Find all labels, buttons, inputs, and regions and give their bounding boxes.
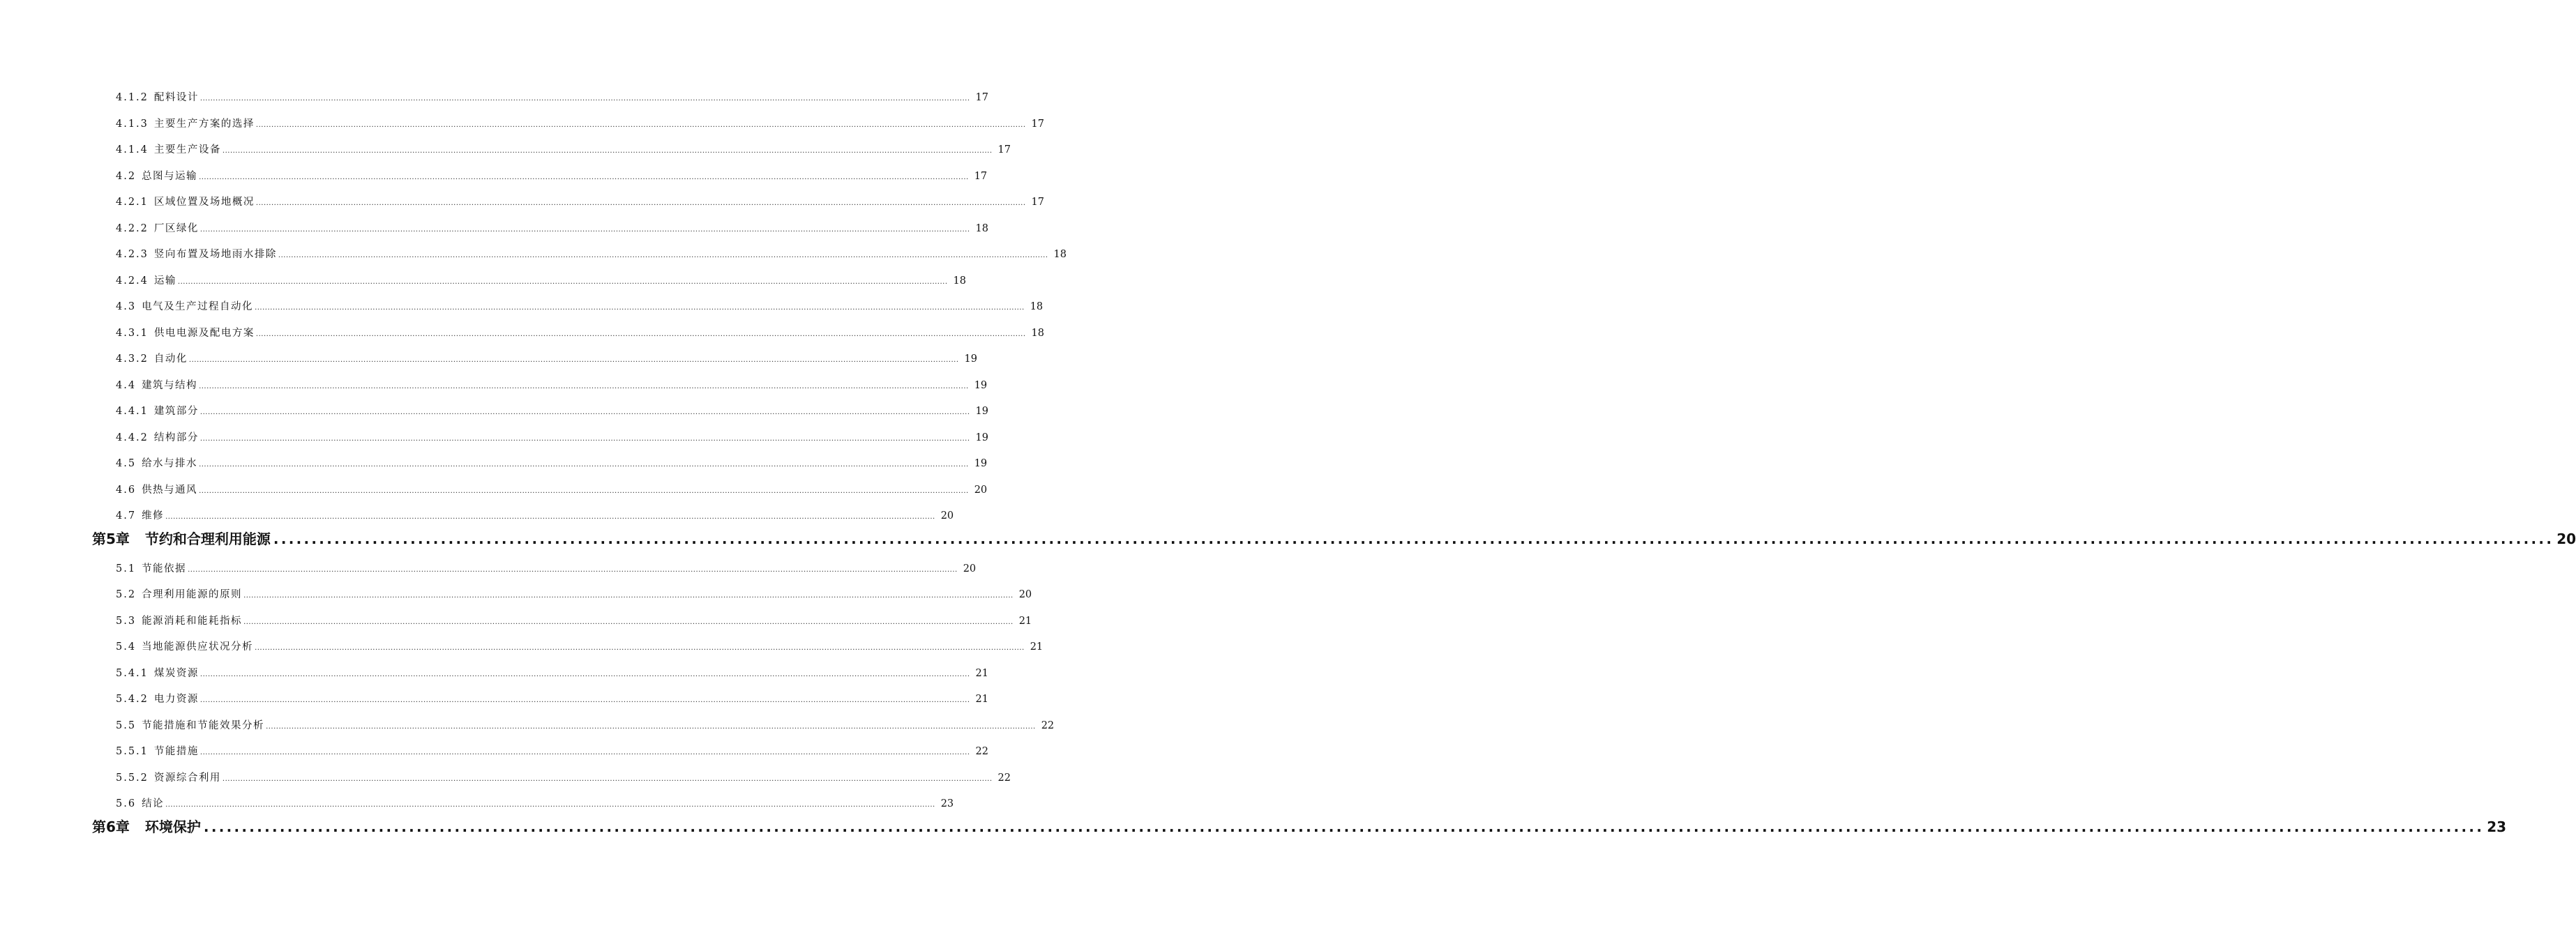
toc-entry-page: 21	[975, 694, 988, 705]
toc-entry[interactable]	[116, 508, 954, 524]
toc-entry-title: 节能措施	[153, 746, 199, 757]
toc-chapter-number: 第6章	[92, 818, 130, 835]
toc-chapter-number: 第5章	[92, 531, 130, 547]
toc-entry[interactable]	[116, 692, 988, 707]
toc-entry-number: 5.5	[116, 720, 137, 731]
dot-leader: ............................................................................................................................................................................................................................................................................................................	[243, 592, 1014, 600]
dot-leader: ............................................................................................................................................................................................................................................................................................................	[199, 226, 970, 234]
toc-entry-title: 厂区绿化	[153, 223, 199, 234]
toc-entry-page: 17	[997, 144, 1011, 155]
dot-leader: ............................................................................................................................................................................................................................................................................................................	[199, 409, 970, 416]
toc-entry-page: 17	[975, 92, 988, 103]
toc-entry-page: 18	[1031, 328, 1044, 339]
toc-entry[interactable]	[116, 326, 1044, 341]
dot-leader: ............................................................................................................................................................................................................................................................................................................	[255, 304, 1025, 312]
toc-entry-page: 22	[975, 746, 988, 757]
toc-entry-title: 区域位置及场地概况	[153, 197, 255, 208]
toc-entry[interactable]	[116, 666, 988, 681]
toc-entry-page: 21	[975, 668, 988, 679]
toc-entry-page: 20	[963, 563, 977, 574]
dot-leader: ............................................................................................................................................................................................................................................................................................................	[273, 531, 2554, 547]
dot-leader: ............................................................................................................................................................................................................................................................................................................	[222, 775, 993, 783]
toc-entry-title: 电气及生产过程自动化	[142, 301, 254, 312]
toc-entry-title: 给水与排水	[142, 458, 198, 469]
dot-leader: ............................................................................................................................................................................................................................................................................................................	[199, 696, 970, 704]
dot-leader: ............................................................................................................................................................................................................................................................................................................	[222, 147, 993, 155]
toc-entry-number: 4.2.1	[116, 197, 149, 208]
toc-entry[interactable]	[116, 299, 1044, 314]
toc-entry[interactable]	[116, 90, 988, 105]
toc-chapter-title: 环境保护	[144, 818, 201, 835]
dot-leader: ............................................................................................................................................................................................................................................................................................................	[199, 461, 969, 468]
toc-chapter-page: 23	[2487, 818, 2507, 835]
dot-leader: ............................................................................................................................................................................................................................................................................................................	[243, 618, 1014, 626]
toc-entry-number: 5.3	[116, 616, 137, 627]
toc-entry[interactable]	[116, 247, 1067, 262]
toc-entry-title: 电力资源	[153, 694, 199, 705]
toc-entry-page: 17	[1031, 197, 1044, 208]
toc-entry-page: 20	[1018, 589, 1032, 600]
toc-entry-title: 竖向布置及场地雨水排除	[153, 249, 277, 260]
toc-entry-page: 19	[964, 353, 977, 365]
toc-entry-number: 5.4.2	[116, 694, 149, 705]
toc-chapter-page: 20	[2556, 531, 2576, 547]
dot-leader: ............................................................................................................................................................................................................................................................................................................	[199, 487, 969, 495]
toc-entry-title: 节能措施和节能效果分析	[142, 720, 265, 731]
toc-entry[interactable]	[116, 169, 988, 184]
dot-leader: ............................................................................................................................................................................................................................................................................................................	[266, 723, 1036, 731]
toc-entry-title: 煤炭资源	[153, 668, 199, 679]
toc-entry-title: 能源消耗和能耗指标	[142, 616, 243, 627]
toc-entry[interactable]	[116, 221, 988, 236]
toc-entry[interactable]	[116, 116, 1044, 132]
toc-entry-number: 4.2.4	[116, 275, 149, 287]
dot-leader: ............................................................................................................................................................................................................................................................................................................	[165, 801, 935, 809]
toc-entry-title: 建筑与结构	[142, 380, 198, 391]
dot-leader: ............................................................................................................................................................................................................................................................................................................	[199, 435, 970, 443]
toc-entry-title: 自动化	[153, 353, 188, 365]
dot-leader: ............................................................................................................................................................................................................................................................................................................	[199, 174, 969, 181]
toc-entry-title: 主要生产方案的选择	[153, 119, 255, 130]
toc-entry-number: 4.2.2	[116, 223, 149, 234]
toc-entry-title: 供热与通风	[142, 485, 198, 496]
toc-entry[interactable]	[116, 587, 1032, 602]
toc-entry-number: 4.2	[116, 171, 137, 182]
dot-leader: ............................................................................................................................................................................................................................................................................................................	[199, 95, 970, 102]
dot-leader: ............................................................................................................................................................................................................................................................................................................	[188, 356, 959, 364]
toc-entry-number: 4.2.3	[116, 249, 149, 260]
toc-entry-number: 5.2	[116, 589, 137, 600]
toc-entry[interactable]	[116, 404, 988, 419]
toc-entry[interactable]	[116, 456, 988, 471]
toc-entry-number: 4.4	[116, 380, 137, 391]
toc-entry-number: 4.5	[116, 458, 137, 469]
toc-entry-number: 5.1	[116, 563, 137, 574]
dot-leader: ............................................................................................................................................................................................................................................................................................................	[177, 278, 948, 286]
toc-entry-title: 当地能源供应状况分析	[142, 641, 254, 653]
toc-entry-page: 21	[1030, 641, 1044, 653]
toc-entry-page: 20	[940, 510, 954, 521]
toc-chapter-title: 节约和合理利用能源	[144, 531, 271, 547]
toc-entry-page: 23	[940, 798, 954, 809]
dot-leader: ............................................................................................................................................................................................................................................................................................................	[199, 749, 970, 756]
toc-entry-number: 4.1.3	[116, 119, 149, 130]
toc-entry-title: 总图与运输	[142, 171, 198, 182]
toc-entry[interactable]	[116, 718, 1055, 733]
toc-entry[interactable]	[116, 614, 1032, 629]
toc-entry[interactable]	[116, 639, 1044, 655]
toc-entry-number: 4.4.2	[116, 432, 149, 443]
dot-leader: ............................................................................................................................................................................................................................................................................................................	[188, 566, 958, 574]
toc-entry[interactable]	[116, 796, 954, 812]
toc-entry[interactable]	[116, 195, 1044, 210]
toc-entry-number: 4.6	[116, 485, 137, 496]
toc-entry-title: 供电电源及配电方案	[153, 328, 255, 339]
toc-entry-page: 21	[1018, 616, 1032, 627]
toc-entry[interactable]	[116, 351, 977, 367]
toc-chapter-entry[interactable]	[92, 817, 2507, 837]
toc-entry-page: 22	[1041, 720, 1055, 731]
toc-entry[interactable]	[116, 561, 977, 577]
toc-entry-number: 4.1.4	[116, 144, 149, 155]
toc-entry[interactable]	[116, 273, 966, 289]
toc-entry-number: 4.3.2	[116, 353, 149, 365]
toc-entry-title: 合理利用能源的原则	[142, 589, 243, 600]
toc-entry-title: 结构部分	[153, 432, 199, 443]
toc-entry-number: 5.4.1	[116, 668, 149, 679]
toc-entry-page: 19	[975, 406, 988, 417]
toc-entry-number: 5.6	[116, 798, 137, 809]
toc-entry-title: 资源综合利用	[153, 772, 221, 784]
toc-entry-page: 18	[953, 275, 966, 287]
dot-leader: ............................................................................................................................................................................................................................................................................................................	[203, 818, 2485, 835]
toc-entry-page: 19	[974, 380, 988, 391]
toc-entry-title: 配料设计	[153, 92, 199, 103]
dot-leader: ............................................................................................................................................................................................................................................................................................................	[255, 199, 1026, 207]
toc-entry-page: 18	[975, 223, 988, 234]
dot-leader: ............................................................................................................................................................................................................................................................................................................	[255, 330, 1026, 338]
dot-leader: ............................................................................................................................................................................................................................................................................................................	[165, 513, 935, 521]
toc-entry-page: 19	[974, 458, 988, 469]
toc-entry-number: 4.1.2	[116, 92, 149, 103]
dot-leader: ............................................................................................................................................................................................................................................................................................................	[199, 383, 969, 390]
toc-entry-page: 17	[1031, 119, 1044, 130]
toc-entry-title: 主要生产设备	[153, 144, 221, 155]
toc-entry[interactable]	[116, 482, 988, 498]
toc-entry-number: 4.7	[116, 510, 137, 521]
toc-entry-page: 18	[1030, 301, 1044, 312]
toc-entry-title: 维修	[142, 510, 165, 521]
toc-entry-page: 19	[975, 432, 988, 443]
toc-entry-title: 建筑部分	[153, 406, 199, 417]
toc-entry-title: 节能依据	[142, 563, 187, 574]
toc-entry-page: 18	[1053, 249, 1067, 260]
toc-entry-number: 4.4.1	[116, 406, 149, 417]
dot-leader: ............................................................................................................................................................................................................................................................................................................	[199, 671, 970, 678]
toc-entry-number: 4.3.1	[116, 328, 149, 339]
toc-entry[interactable]	[116, 378, 988, 393]
toc-entry-number: 5.5.1	[116, 746, 149, 757]
toc-entry-page: 22	[997, 772, 1011, 784]
dot-leader: ............................................................................................................................................................................................................................................................................................................	[278, 252, 1048, 259]
dot-leader: ............................................................................................................................................................................................................................................................................................................	[255, 121, 1026, 129]
toc-entry-number: 5.5.2	[116, 772, 149, 784]
toc-entry[interactable]	[116, 744, 988, 759]
toc-entry-title: 结论	[142, 798, 165, 809]
toc-entry-number: 4.3	[116, 301, 137, 312]
toc-chapter-entry[interactable]	[92, 529, 2576, 549]
toc-entry-number: 5.4	[116, 641, 137, 653]
toc-entry[interactable]	[116, 770, 1011, 786]
toc-entry-page: 17	[974, 171, 988, 182]
dot-leader: ............................................................................................................................................................................................................................................................................................................	[255, 644, 1025, 652]
toc-entry-page: 20	[974, 485, 988, 496]
toc-entry-title: 运输	[153, 275, 176, 287]
toc-entry[interactable]	[116, 430, 988, 445]
toc-entry[interactable]	[116, 142, 1011, 158]
